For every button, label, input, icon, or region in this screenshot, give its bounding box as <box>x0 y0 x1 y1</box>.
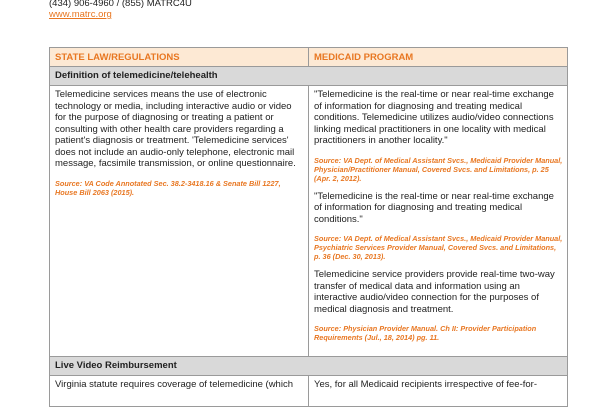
section-header-row <box>50 67 568 86</box>
contact-block <box>49 0 192 20</box>
state-definition-text: Telemedicine services means the use of electronic technology or media, including interactive audio or video for the purpose of diagnosing or treating a patient or consulting with other health care providers regarding a patient's diagnosis or treatment. 'Telemedicine services' does not include an audio-only telephone, electronic mail message, facsimile transmission, or online questionnaire. <box>55 89 296 169</box>
header-medicaid-program: MEDICAID PROGRAM <box>309 48 568 67</box>
medicaid-definition-text-1: "Telemedicine is the real-time or near real-time exchange of information for diagnosing and treating medical conditions. Telemedicine utilizes audio/video connections linking medical practitioners in one locality with medical practitioners in another locality." <box>314 89 554 146</box>
table-header-row <box>50 48 568 67</box>
medicaid-live-video-text: Yes, for all Medicaid recipients irrespective of fee-for- <box>314 379 537 390</box>
medicaid-definition-source-3: Source: Physician Provider Manual. Ch II: Provider Participation Requirements (Jul., 18, 2014) pg. 11. <box>314 324 537 342</box>
state-law-cell <box>50 376 309 407</box>
state-law-cell <box>50 86 309 357</box>
medicaid-definition-text-2: "Telemedicine is the real-time or near real-time exchange of information for diagnosing and treating medical conditions." <box>314 190 554 225</box>
medicaid-cell <box>309 376 568 407</box>
section-title-live-video: Live Video Reimbursement <box>50 357 568 376</box>
medicaid-definition-text-3: Telemedicine service providers provide real-time two-way transfer of medical data and information using an interactive audio/video connection for the purposes of medical diagnosis and treatment. <box>314 269 555 315</box>
website-link[interactable]: www.matrc.org <box>49 9 112 20</box>
phone-number: (434) 906-4960 / (855) MATRC4U <box>49 0 192 9</box>
state-live-video-text: Virginia statute requires coverage of telemedicine (which <box>55 379 293 390</box>
medicaid-cell <box>309 86 568 357</box>
state-definition-source: Source: VA Code Annotated Sec. 38.2-3418.16 & Senate Bill 1227, House Bill 2063 (2015). <box>55 178 281 197</box>
medicaid-definition-source-2: Source: VA Dept. of Medical Assistant Svcs., Medicaid Provider Manual, Psychiatric Services Provider Manual, Covered Svcs. and Limitations, p. 36 (Dec. 30, 2013). <box>314 234 563 261</box>
section-header-row <box>50 357 568 376</box>
medicaid-definition-source-1: Source: VA Dept. of Medical Assistant Svcs., Medicaid Provider Manual, Physician/Practitioner Manual, Covered Svcs. and Limitations, p. 25 (Apr. 2, 2012). <box>314 155 563 183</box>
section-title-definition: Definition of telemedicine/telehealth <box>50 67 568 86</box>
table-row <box>50 376 568 407</box>
table-row <box>50 86 568 357</box>
header-state-law: STATE LAW/REGULATIONS <box>50 48 309 67</box>
telehealth-policy-table <box>49 47 568 407</box>
